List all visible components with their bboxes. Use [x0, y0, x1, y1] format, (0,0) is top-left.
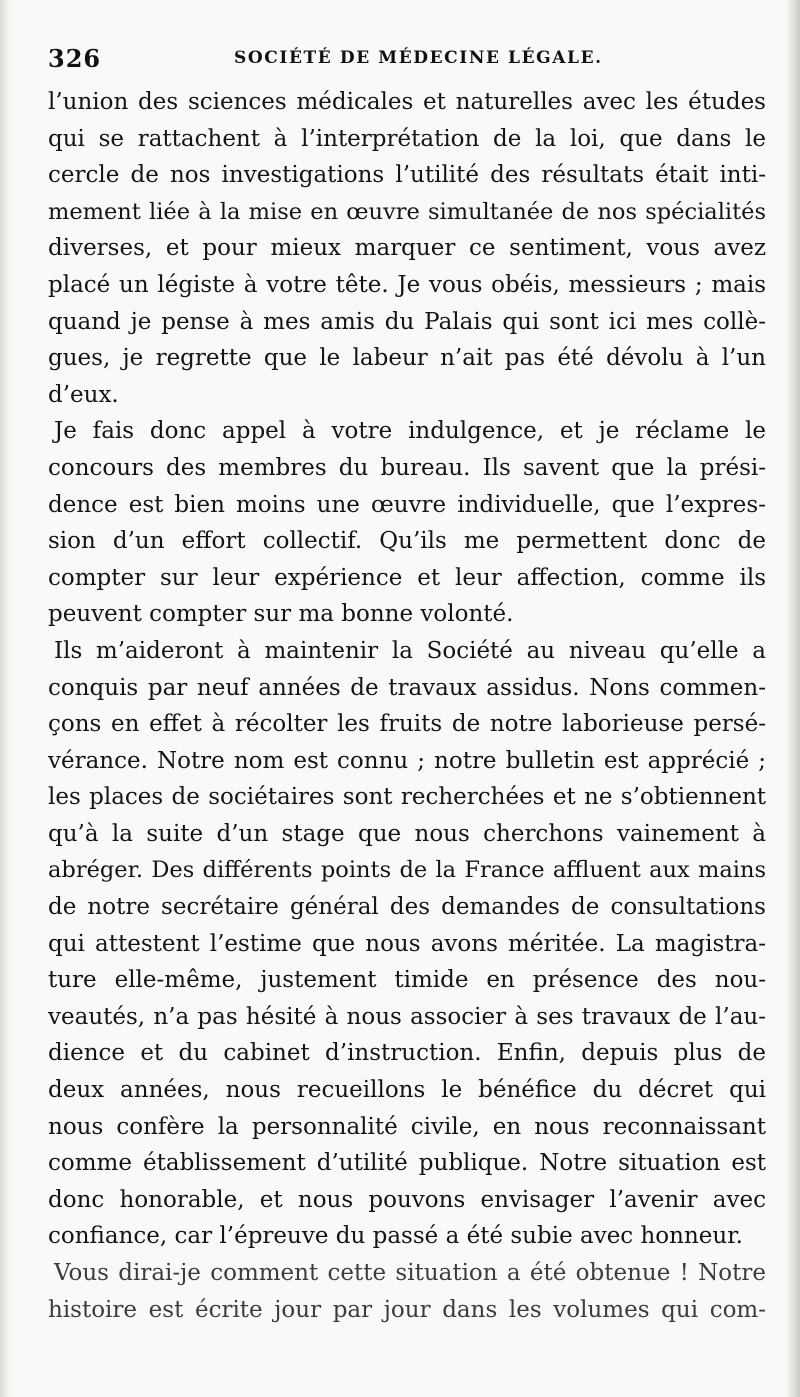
- text-line: Ils m’aideront à maintenir la Société au niveau qu’elle a: [54, 637, 766, 664]
- text-line: donc honorable, et nous pouvons envisager l’avenir avec: [48, 1186, 766, 1213]
- text-line: cercle de nos investigations l’utilité des résultats était inti-: [48, 162, 766, 189]
- text-line: de notre secrétaire général des demandes de consultations: [48, 894, 766, 921]
- text-line: mement liée à la mise en œuvre simultanée de nos spécialités: [48, 198, 766, 225]
- text-line: sion d’un effort collectif. Qu’ils me permettent donc de: [48, 528, 766, 555]
- text-line: nous confère la personnalité civile, en nous reconnaissant: [48, 1113, 766, 1140]
- text-line: compter sur leur expérience et leur affection, comme ils: [48, 564, 766, 591]
- text-line: comme établissement d’utilité publique. Notre situation est: [48, 1150, 766, 1177]
- text-line: veautés, n’a pas hésité à nous associer à ses travaux de l’au-: [48, 1003, 766, 1030]
- text-line: qui se rattachent à l’interprétation de la loi, que dans le: [48, 125, 766, 152]
- text-line: gues, je regrette que le labeur n’ait pas été dévolu à l’un: [48, 345, 766, 372]
- text-line: d’eux.: [48, 381, 119, 408]
- page-header: [48, 44, 768, 78]
- text-line: diverses, et pour mieux marquer ce sentiment, vous avez: [48, 235, 766, 262]
- text-line: abréger. Des différents points de la France affluent aux mains: [48, 857, 766, 884]
- text-line: histoire est écrite jour par jour dans les volumes qui com-: [48, 1296, 766, 1323]
- text-line: qu’à la suite d’un stage que nous cherchons vainement à: [48, 820, 766, 847]
- text-line: confiance, car l’épreuve du passé a été subie avec honneur.: [48, 1223, 743, 1250]
- text-line: les places de sociétaires sont recherchées et ne s’obtiennent: [48, 784, 766, 811]
- text-line: deux années, nous recueillons le bénéfice du décret qui: [48, 1077, 766, 1104]
- text-line: vérance. Notre nom est connu ; notre bulletin est apprécié ;: [48, 747, 766, 774]
- text-line: Vous dirai-je comment cette situation a été obtenue ! Notre: [54, 1260, 766, 1286]
- text-line: Je fais donc appel à votre indulgence, et je réclame le: [54, 418, 766, 445]
- text-line: dence est bien moins une œuvre individuelle, que l’expres-: [48, 491, 766, 518]
- text-line: l’union des sciences médicales et naturelles avec les études: [48, 89, 766, 115]
- text-line: peuvent compter sur ma bonne volonté.: [48, 601, 514, 628]
- page-edge-shadow-left: [0, 0, 10, 1397]
- body-text: [48, 84, 766, 1328]
- text-line: conquis par neuf années de travaux assidus. Nons commen-: [48, 674, 766, 701]
- text-line: çons en effet à récolter les fruits de notre laborieuse persé-: [48, 711, 766, 738]
- text-line: placé un légiste à votre tête. Je vous obéis, messieurs ; mais: [48, 271, 766, 298]
- page-number: 326: [48, 44, 102, 73]
- text-line: dience et du cabinet d’instruction. Enfin, depuis plus de: [48, 1040, 766, 1067]
- text-line: concours des membres du bureau. Ils savent que la prési-: [48, 454, 766, 481]
- text-line: quand je pense à mes amis du Palais qui sont ici mes collè-: [48, 308, 766, 335]
- running-title: SOCIÉTÉ DE MÉDECINE LÉGALE.: [234, 48, 603, 68]
- text-line: qui attestent l’estime que nous avons méritée. La magistra-: [48, 930, 766, 957]
- page-edge-shadow-right: [786, 0, 800, 1397]
- text-line: ture elle-même, justement timide en présence des nou-: [48, 967, 766, 994]
